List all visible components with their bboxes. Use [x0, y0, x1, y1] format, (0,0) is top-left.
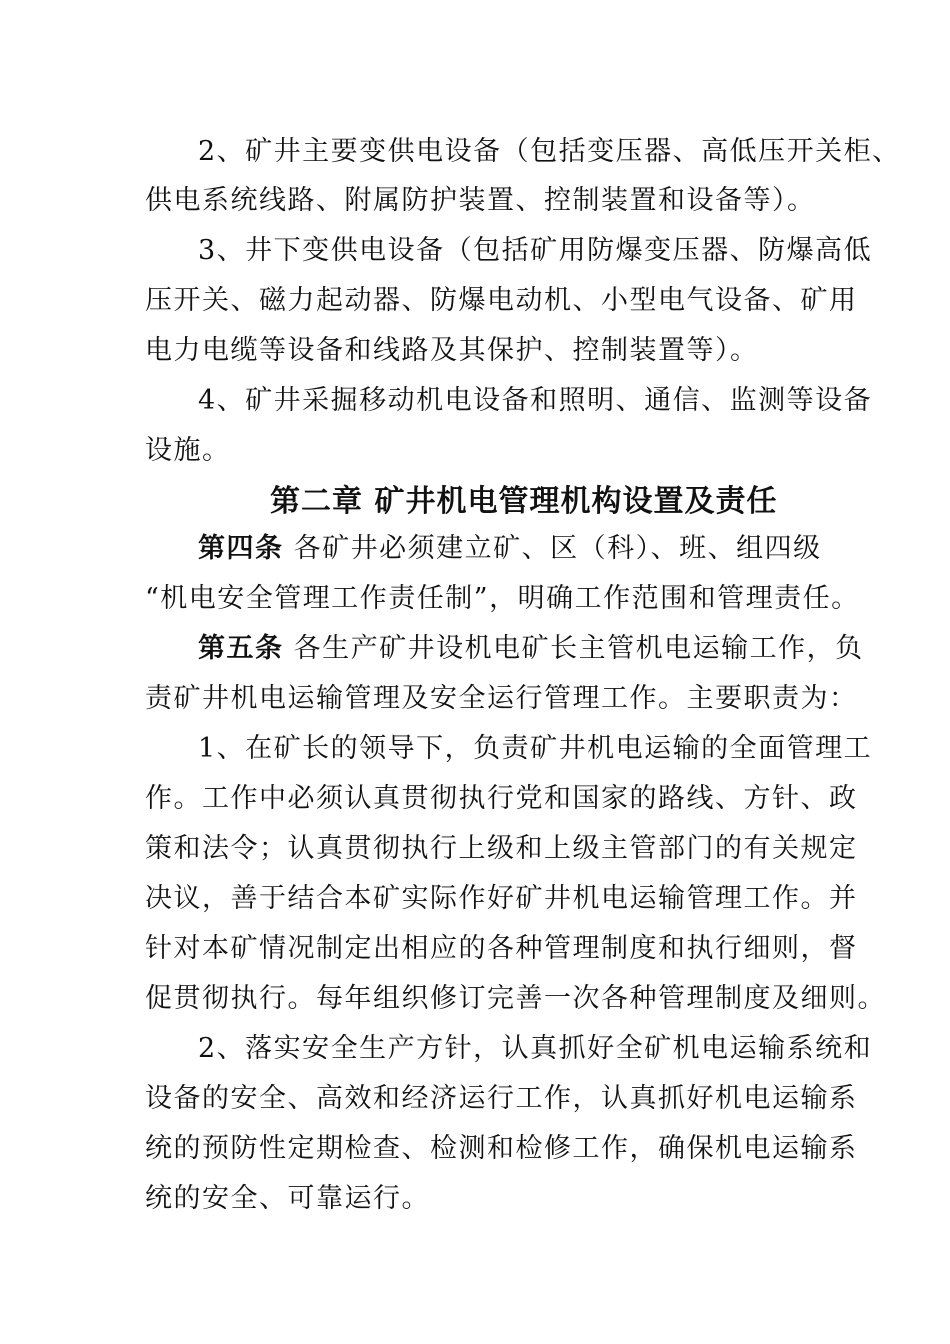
article-5-text: 各生产矿井设机电矿长主管机电运输工作，负 — [283, 633, 864, 664]
duty-1-line-4: 决议，善于结合本矿实际作好矿井机电运输管理工作。并 — [145, 883, 858, 914]
duty-1-line-3: 策和法令；认真贯彻执行上级和上级主管部门的有关规定 — [145, 833, 858, 864]
article-4-label: 第四条 — [198, 533, 284, 564]
paragraph-2-line-1: 2、矿井主要变供电设备（包括变压器、高低压开关柜、 — [198, 136, 901, 167]
duty-1-line-5: 针对本矿情况制定出相应的各种管理制度和执行细则，督 — [145, 933, 858, 964]
paragraph-3-line-2: 压开关、磁力起动器、防爆电动机、小型电气设备、矿用 — [145, 285, 858, 316]
duty-2-line-1: 2、落实安全生产方针，认真抓好全矿机电运输系统和 — [198, 1033, 873, 1064]
article-5-line-1 — [198, 632, 864, 666]
duty-1-line-2: 作。工作中必须认真贯彻执行党和国家的路线、方针、政 — [145, 783, 858, 814]
article-5-label: 第五条 — [198, 633, 284, 664]
paragraph-4-line-2: 设施。 — [145, 435, 231, 466]
paragraph-4-line-1: 4、矿井采掘移动机电设备和照明、通信、监测等设备 — [198, 385, 873, 416]
duty-2-line-3: 统的预防性定期检查、检测和检修工作，确保机电运输系 — [145, 1133, 858, 1164]
article-4-text: 各矿井必须建立矿、区（科）、班、组四级 — [283, 533, 822, 564]
paragraph-3-line-3: 电力电缆等设备和线路及其保护、控制装置等）。 — [145, 335, 759, 366]
article-4-line-2: “机电安全管理工作责任制”，明确工作范围和管理责任。 — [145, 583, 860, 614]
article-5-line-2: 责矿井机电运输管理及安全运行管理工作。主要职责为： — [145, 683, 858, 714]
duty-2-line-2: 设备的安全、高效和经济运行工作，认真抓好机电运输系 — [145, 1083, 858, 1114]
chapter-title: 第二章 矿井机电管理机构设置及责任 — [270, 484, 778, 519]
duty-1-line-6: 促贯彻执行。每年组织修订完善一次各种管理制度及细则。 — [145, 983, 886, 1014]
paragraph-2-line-2: 供电系统线路、附属防护装置、控制装置和设备等）。 — [145, 185, 816, 216]
paragraph-3-line-1: 3、井下变供电设备（包括矿用防爆变压器、防爆高低 — [198, 235, 873, 266]
duty-2-line-4: 统的安全、可靠运行。 — [145, 1183, 430, 1214]
duty-1-line-1: 1、在矿长的领导下，负责矿井机电运输的全面管理工 — [198, 733, 873, 764]
article-4-line-1 — [198, 532, 822, 566]
